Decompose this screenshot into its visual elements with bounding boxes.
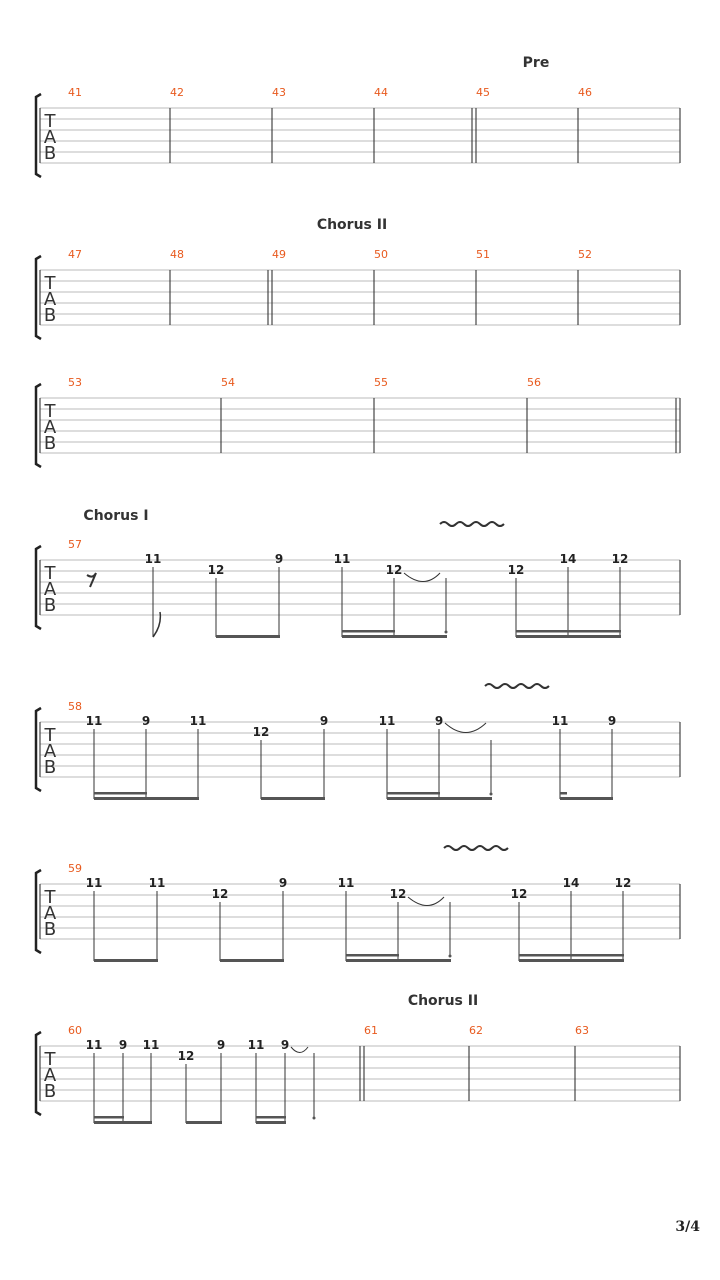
vibrato-icon	[485, 684, 549, 688]
fret-number: 11	[337, 876, 355, 890]
tab-clef-letter: B	[43, 433, 57, 454]
fret-number: 12	[385, 563, 403, 577]
measure-58-frets	[86, 714, 617, 739]
vibrato-icon	[444, 846, 508, 850]
note-flag	[153, 612, 160, 637]
measure-number: 55	[374, 376, 388, 389]
tab-clef-letter: T	[44, 401, 56, 422]
measure-number: 44	[374, 86, 388, 99]
fret-number: 12	[211, 887, 229, 901]
measure-number: 41	[68, 86, 82, 99]
tab-clef-letter: B	[43, 595, 57, 616]
fret-number: 9	[434, 714, 444, 728]
section-label-chorus-2-second: Chorus II	[407, 993, 479, 1009]
note-stem	[387, 729, 491, 799]
measure-number: 47	[68, 248, 82, 261]
measure-number: 42	[170, 86, 184, 99]
tab-clef-letter: A	[43, 903, 57, 924]
note-stem	[346, 891, 450, 961]
fret-number: 9	[280, 1038, 290, 1052]
note-stem	[256, 1053, 314, 1123]
fret-number: 9	[118, 1038, 128, 1052]
fret-number: 12	[389, 887, 407, 901]
beams	[94, 630, 624, 1124]
fret-number: 14	[562, 876, 580, 890]
tab-clef-letter: A	[43, 741, 57, 762]
note-stem	[560, 729, 612, 799]
tab-clef-letter: T	[44, 563, 56, 584]
fret-number: 11	[144, 552, 162, 566]
fret-number: 9	[216, 1038, 226, 1052]
tie-arc	[291, 1047, 308, 1053]
fret-number: 11	[247, 1038, 265, 1052]
tie-arc	[445, 723, 486, 733]
tab-clef-letter: B	[43, 143, 57, 164]
measure-number: 48	[170, 248, 184, 261]
tab-clef-letter: B	[43, 757, 57, 778]
measure-number: 50	[374, 248, 388, 261]
section-label-chorus-1: Chorus I	[83, 508, 149, 524]
measure-number: 54	[221, 376, 235, 389]
staff-system	[36, 708, 680, 791]
tab-clef-letter: B	[43, 1081, 57, 1102]
note-stem	[216, 567, 279, 637]
measure-number: 63	[575, 1024, 589, 1037]
staff-system	[36, 1032, 680, 1115]
fret-number: 11	[551, 714, 569, 728]
fret-number: 11	[189, 714, 207, 728]
fret-number: 11	[142, 1038, 160, 1052]
note-stem	[516, 567, 620, 637]
tab-clef-letter: T	[44, 887, 56, 908]
note-stem	[94, 1053, 151, 1123]
fret-number: 12	[614, 876, 632, 890]
fret-number: 12	[611, 552, 629, 566]
staff-system	[36, 384, 680, 467]
fret-number: 9	[607, 714, 617, 728]
tie-arc	[408, 897, 444, 906]
measure-number: 62	[469, 1024, 483, 1037]
tab-clef-letter: T	[44, 273, 56, 294]
measure-number: 46	[578, 86, 592, 99]
measure-number: 56	[527, 376, 541, 389]
measure-number: 60	[68, 1024, 82, 1037]
note-stem	[186, 1053, 221, 1123]
tab-clef-letter: A	[43, 127, 57, 148]
tie-arc	[404, 573, 440, 582]
tab-clef-letter: T	[44, 111, 56, 132]
note-stem	[519, 891, 623, 961]
measure-number: 51	[476, 248, 490, 261]
fret-number: 11	[378, 714, 396, 728]
tab-clef-letter: T	[44, 1049, 56, 1070]
fret-number: 11	[85, 1038, 103, 1052]
measure-number: 43	[272, 86, 286, 99]
fret-number: 12	[177, 1049, 195, 1063]
fret-number: 11	[148, 876, 166, 890]
measure-number: 45	[476, 86, 490, 99]
fret-number: 12	[510, 887, 528, 901]
measure-number: 59	[68, 862, 82, 875]
section-label-pre: Pre	[522, 55, 550, 71]
tab-clef-letter: B	[43, 919, 57, 940]
fret-number: 12	[252, 725, 270, 739]
tab-clef-letter: A	[43, 1065, 57, 1086]
tab-clef-letter: A	[43, 289, 57, 310]
staff-system	[36, 94, 680, 177]
fret-number: 12	[207, 563, 225, 577]
note-stem	[261, 729, 324, 799]
note-stem	[94, 891, 157, 961]
fret-number: 9	[278, 876, 288, 890]
note-stem	[342, 567, 446, 637]
staff-system	[36, 870, 680, 953]
tab-clef-letter: A	[43, 417, 57, 438]
note-stem	[94, 729, 198, 799]
measure-60-frets	[86, 1038, 290, 1063]
measure-number: 49	[272, 248, 286, 261]
tab-clef-letter: T	[44, 725, 56, 746]
note-stem	[220, 891, 283, 961]
eighth-rest-icon	[87, 573, 96, 587]
vibrato-icon	[440, 522, 504, 526]
measure-59-frets	[86, 876, 632, 901]
staff-system	[36, 546, 680, 629]
section-label-chorus-2: Chorus II	[316, 217, 388, 233]
measure-number: 52	[578, 248, 592, 261]
page-number: 3/4	[675, 1219, 700, 1235]
tab-clef-letter: B	[43, 305, 57, 326]
fret-number: 11	[333, 552, 351, 566]
measure-number: 57	[68, 538, 82, 551]
staff-system	[36, 256, 680, 339]
measure-number: 53	[68, 376, 82, 389]
measure-number: 61	[364, 1024, 378, 1037]
fret-number: 12	[507, 563, 525, 577]
tab-clef-letter: A	[43, 579, 57, 600]
measure-number: 58	[68, 700, 82, 713]
fret-number: 9	[274, 552, 284, 566]
fret-number: 9	[141, 714, 151, 728]
note-stems-and-beams	[94, 567, 623, 1123]
fret-number: 11	[85, 714, 103, 728]
fret-number: 9	[319, 714, 329, 728]
fret-number: 14	[559, 552, 577, 566]
measure-57-frets	[145, 552, 629, 577]
fret-number: 11	[85, 876, 103, 890]
